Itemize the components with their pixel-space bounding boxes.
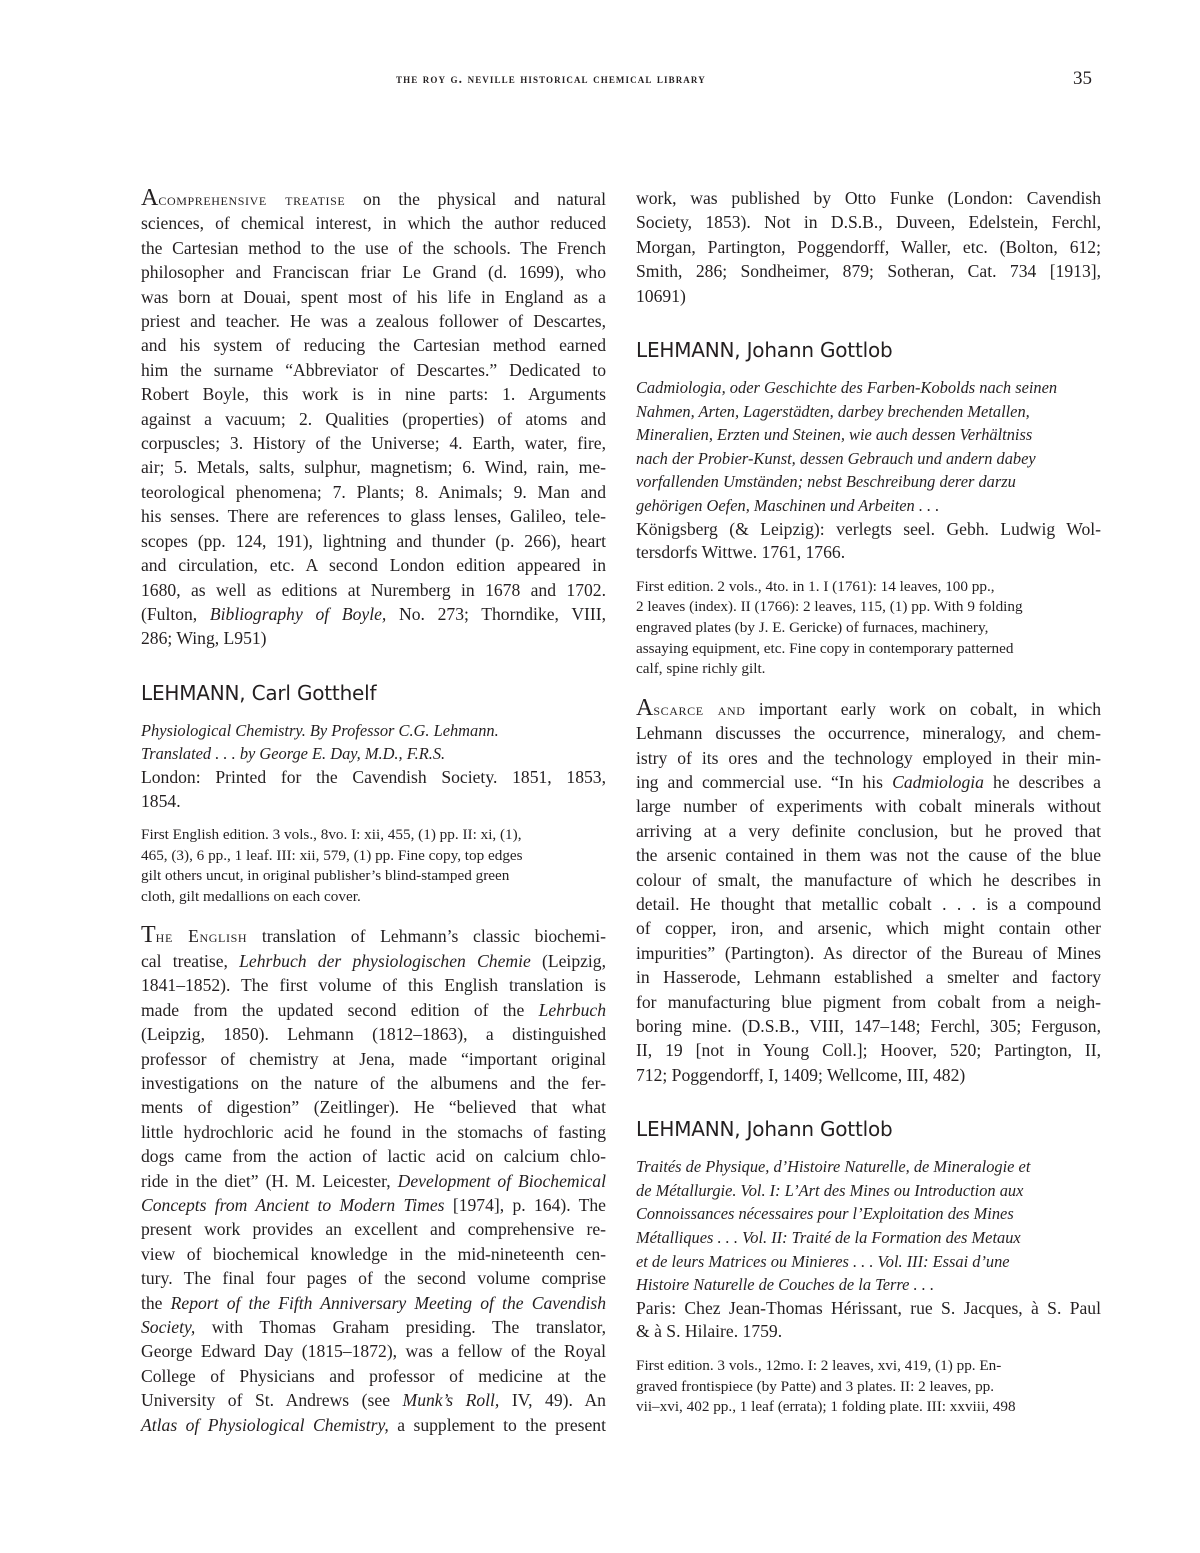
entry-note: Ascarce and important early work on cobalt, in which Lehmann discusses the occurrence, mineralogy, and chem- istry of its ores and the technology employed in their min- ing and commercial use. “In his Cadmiologia he describes a large number of experiments with cobalt minerals without arriving at a very definite conclusion, but he proved that the arsenic contained in them was not the cause of the blue colour of smalt, the manufacture of which he describes in detail. He thought that metallic cobalt . . . is a compound of copper, iron, and arsenic, which might contain other impurities” (Partington). As director of the Bureau of Mines in Hasserode, Lehmann established a smelter and factory for manufacturing blue pigment from cobalt from a neigh- boring mine. (D.S.B., VIII, 147–148; Ferchl, 305; Ferguson, II, 19 [not in Young Coll.]; Hoover, 520; Partington, II, 712; Poggendorff, I, 1409; Wellcome, III, 482) bbox=[636, 694, 1102, 1085]
cited-title: Atlas of Physiological Chemistry, bbox=[141, 1414, 389, 1435]
running-head: the roy g. neville historical chemical library bbox=[396, 71, 706, 86]
right-column bbox=[636, 186, 1101, 1418]
cited-title: Munk’s Roll, bbox=[402, 1390, 500, 1411]
entry-collation: First edition. 3 vols., 12mo. I: 2 leaves, xvi, 419, (1) pp. En- graved frontispiece (by Patte) and 3 plates. II: 2 leaves, pp. vii–xvi, 402 pp., 1 leaf (errata); 1 folding plate. III: xxviii, 498 bbox=[636, 1357, 1016, 1416]
entry-note: The English translation of Lehmann’s classic biochemi- cal treatise, Lehrbuch der physiologischen Chemie (Leipzig, 1841–1852). The first volume of this English translation is made from the updated second edition of the Lehrbuch (Leipzig, 1850). Lehmann (1812–1863), a distinguished professor of chemistry at Jena, made “important original investigations on the nature of the albumens and the fer- ments of digestion” (Zeitlinger). He “believed that what little hydrochloric acid he found in the stomachs of fasting dogs came from the action of lactic acid on calcium chlo- ride in the diet” (H. M. Leicester, Development of Biochemical Concepts from Ancient to Modern Times [1974], p. 164). The present work provides an excellent and comprehensive re- view of biochemical knowledge in the mid-nineteenth cen- tury. The final four pages of the second volume comprise the Report of the Fifth Anniversary Meeting of the Cavendish Society, with Thomas Graham presiding. The translator, George Edward Day (1815–1872), was a fellow of the Royal College of Physicians and professor of medicine at the University of St. Andrews (see Munk’s Roll, IV, 49). An Atlas of Physiological Chemistry, a supplement to the present bbox=[141, 922, 607, 1435]
entry-imprint: London: Printed for the Cavendish Society. 1851, 1853, 1854. bbox=[141, 766, 606, 811]
left-column bbox=[141, 186, 606, 1437]
entry-heading: LEHMANN, Johann Gottlob bbox=[636, 1117, 893, 1142]
initial-letter: A bbox=[636, 694, 654, 721]
entry-heading: LEHMANN, Johann Gottlob bbox=[636, 338, 893, 363]
entry-title: Cadmiologia, oder Geschichte des Farben-Kobolds nach seinen Nahmen, Arten, Lagerstädten, darbey brechenden Metallen, Mineralien, Erzten und Steinen, wie auch dessen Verhältniss nach der Probier-Kunst, dessen Gebrauch und andern dabey vorfallenden Umständen; nebst Beschreibung derer darzu gehörigen Oefen, Maschinen und Arbeiten . . . bbox=[636, 378, 1058, 515]
entry-heading: LEHMANN, Carl Gotthelf bbox=[141, 680, 377, 705]
smallcaps-lead: he English bbox=[155, 926, 248, 947]
cited-title: Cadmiologia bbox=[892, 771, 984, 792]
intro-paragraph: Acomprehensive treatise on the physical and natural sciences, of chemical interest, in which the author reduced the Cartesian method to the use of the schools. The French philosopher and Franciscan friar Le Grand (d. 1699), who was born at Douai, spent most of his life in England as a priest and teacher. He was a zealous follower of Descartes, and his system of reducing the Cartesian method earned him the surname “Abbreviator of Descartes.” Dedicated to Robert Boyle, this work is in nine parts: 1. Arguments against a vacuum; 2. Qualities (properties) of atoms and corpuscles; 3. History of the Universe; 4. Earth, water, fire, air; 5. Metals, salts, sulphur, magnetism; 6. Wind, rain, me- teorological phenomena; 7. Plants; 8. Animals; 9. Man and his senses. There are references to glass lenses, Galileo, tele- scopes (pp. 124, 191), lightning and thunder (p. 266), heart and circulation, etc. A second London edition appeared in 1680, as well as editions at Nuremberg in 1678 and 1702. (Fulton, Bibliography of Boyle, No. 273; Thorndike, VIII, 286; Wing, L951) bbox=[141, 185, 607, 649]
cited-title: Bibliography of Boyle, bbox=[209, 603, 387, 624]
cited-title: Report of the Fifth Anniversary Meeting of the Cavendish bbox=[170, 1292, 606, 1313]
entry-imprint: Paris: Chez Jean-Thomas Hérissant, rue S. Jacques, à S. Paul & à S. Hilaire. 1759. bbox=[636, 1297, 1101, 1342]
cited-title: Lehrbuch der physiologischen Chemie bbox=[239, 950, 531, 971]
cited-title: Concepts from Ancient to Modern Times bbox=[141, 1194, 445, 1215]
cited-title: Lehrbuch bbox=[538, 999, 606, 1020]
entry-collation: First English edition. 3 vols., 8vo. I: xii, 455, (1) pp. II: xi, (1), 465, (3), 6 pp., 1 leaf. III: xii, 579, (1) pp. Fine copy, top edges gilt others uncut, in original publisher’s blind-stamped green cloth, gilt medallions on each cover. bbox=[141, 826, 523, 905]
entry-imprint: Königsberg (& Leipzig): verlegts seel. Gebh. Ludwig Wol- tersdorfs Wittwe. 1761, 1766. bbox=[636, 518, 1101, 563]
smallcaps-lead: comprehensive treatise bbox=[158, 189, 346, 209]
continuation-paragraph: work, was published by Otto Funke (London: Cavendish Society, 1853). Not in D.S.B., Duveen, Edelstein, Ferchl, Morgan, Partington, Poggendorff, Waller, etc. (Bolton, 612; Smith, 286; Sondheimer, 879; Sotheran, Cat. 734 [1913], 10691) bbox=[636, 188, 1101, 306]
entry-title: Physiological Chemistry. By Professor C.G. Lehmann. Translated . . . by George E. Day, M.D., F.R.S. bbox=[141, 720, 499, 764]
smallcaps-lead: scarce and bbox=[653, 698, 746, 719]
initial-letter: T bbox=[141, 922, 156, 949]
cited-title: Development of Biochemical bbox=[397, 1170, 606, 1191]
entry-collation: First edition. 2 vols., 4to. in 1. I (1761): 14 leaves, 100 pp., 2 leaves (index). II (1766): 2 leaves, 115, (1) pp. With 9 folding engraved plates (by J. E. Gericke) of furnaces, machinery, assaying equipment, etc. Fine copy in contemporary patterned calf, spine richly gilt. bbox=[636, 577, 1023, 678]
cited-title: Society, bbox=[141, 1316, 196, 1337]
entry-title: Traités de Physique, d’Histoire Naturelle, de Mineralogie et de Métallurgie. Vol. I: L’Art des Mines ou Introduction aux Connoissances nécessaires pour l’Exploitation des Mines Métalliques . . . Vol. II: Traité de la Formation des Metaux et de leurs Matrices ou Minieres . . . Vol. III: Essai d’une Histoire Naturelle de Couches de la Terre . . . bbox=[636, 1157, 1031, 1295]
page-number: 35 bbox=[1073, 68, 1092, 89]
initial-letter: A bbox=[141, 185, 159, 211]
